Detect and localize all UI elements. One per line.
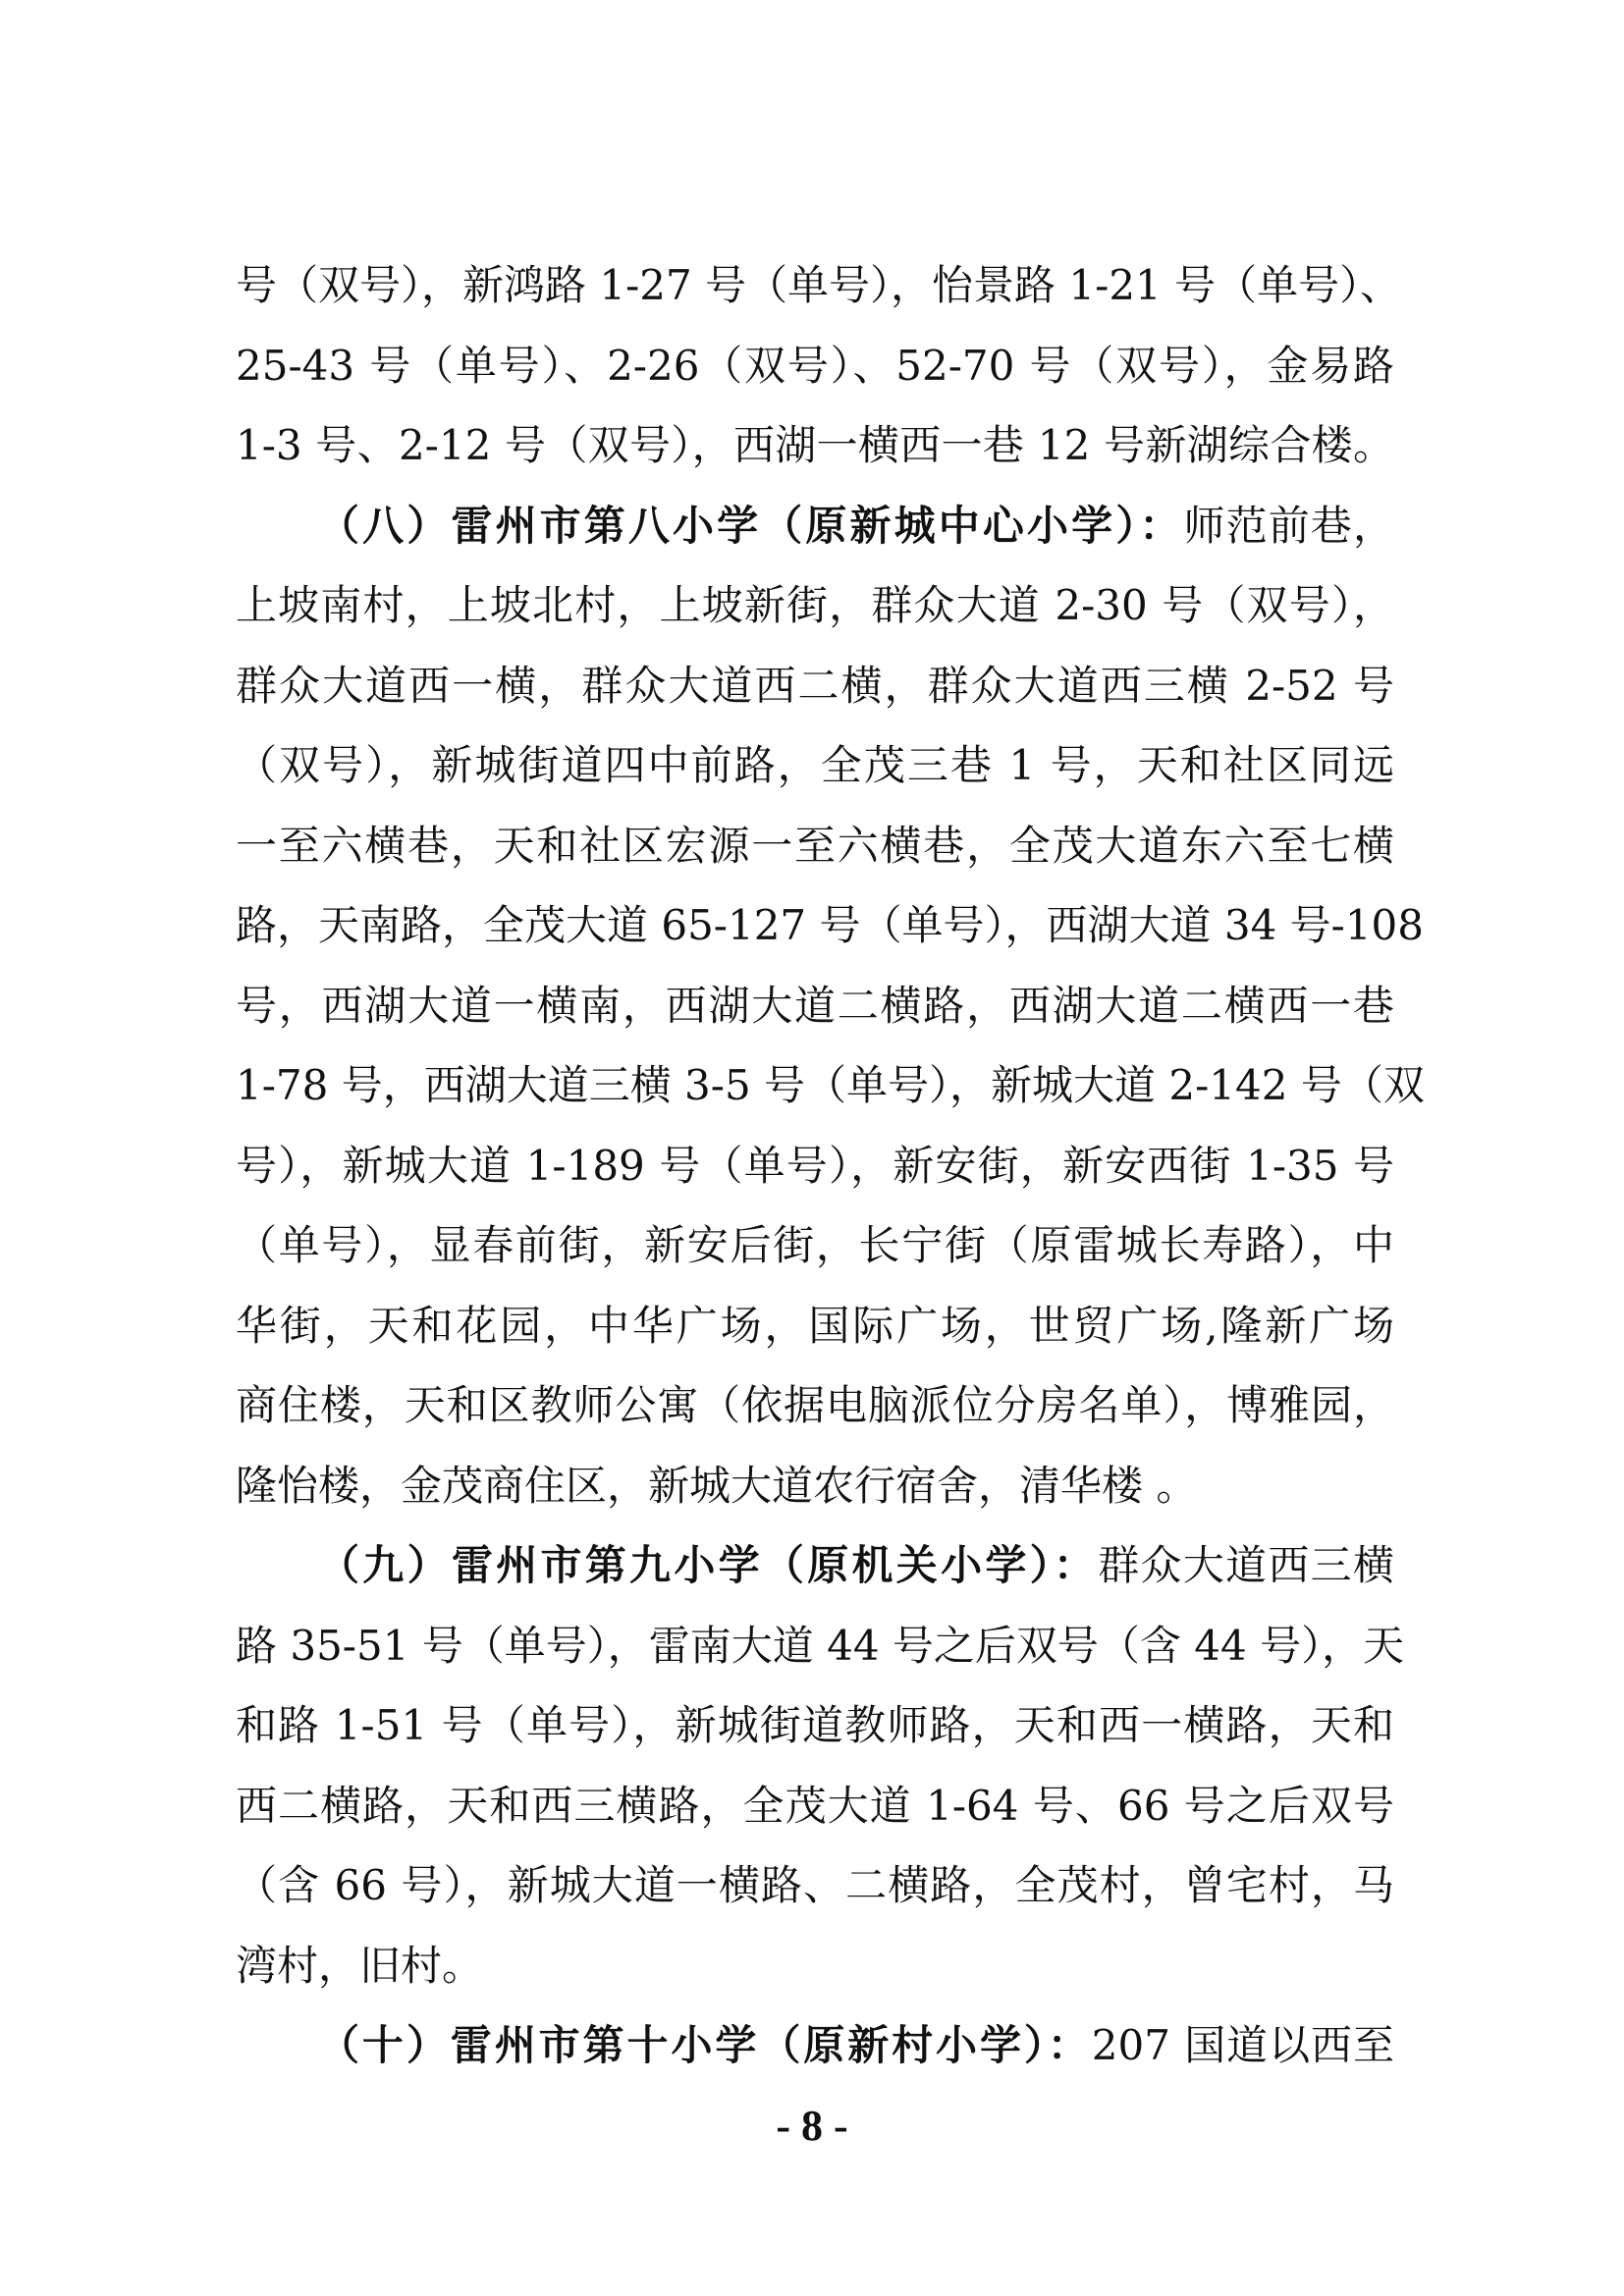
text-line <box>236 1766 1394 1846</box>
text-line <box>236 1205 1394 1286</box>
text-line <box>236 1365 1394 1446</box>
text-line <box>236 405 1394 486</box>
text-line <box>236 1045 1425 1126</box>
line-text: 群众大道西三横 <box>1098 1541 1394 1589</box>
line-text: 师范前巷， <box>1183 501 1394 550</box>
line-text: 路 35-51 号（单号），雷南大道 44 号之后双号（含 44 号），天 <box>236 1621 1405 1670</box>
line-text: 207 国道以西至 <box>1091 2021 1394 2069</box>
section-heading: （九）雷州市第九小学（原机关小学）： <box>318 1541 1099 1589</box>
line-text: 上坡南村，上坡北村，上坡新街，群众大道 2-30 号（双号）， <box>236 581 1394 629</box>
line-text: 1-78 号，西湖大道三横 3-5 号（单号），新城大道 2-142 号（双 <box>236 1061 1425 1109</box>
text-line <box>236 1685 1394 1766</box>
text-line <box>236 966 1394 1046</box>
text-line <box>236 646 1394 726</box>
text-line <box>236 725 1394 806</box>
line-text: （单号），显春前街，新安后街，长宁街（原雷城长寿路），中 <box>236 1221 1394 1269</box>
line-text: 湾村，旧村。 <box>236 1941 484 1990</box>
text-line <box>236 806 1394 886</box>
text-line <box>236 1926 1394 2006</box>
line-text: 商住楼，天和区教师公寓（依据电脑派位分房名单），博雅园， <box>236 1381 1394 1429</box>
text-line <box>236 1525 1394 1606</box>
line-text: 西二横路，天和西三横路，全茂大道 1-64 号、66 号之后双号 <box>236 1781 1394 1830</box>
text-line <box>236 1446 1394 1526</box>
line-text: （双号），新城街道四中前路，全茂三巷 1 号，天和社区同远 <box>236 741 1394 789</box>
line-text: 1-3 号、2-12 号（双号），西湖一横西一巷 12 号新湖综合楼。 <box>236 421 1394 469</box>
text-line <box>236 1286 1394 1366</box>
text-line <box>236 565 1394 646</box>
text-line <box>236 1606 1405 1686</box>
line-text: 华街，天和花园，中华广场，国际广场，世贸广场,隆新广场 <box>236 1301 1394 1350</box>
line-text: 一至六横巷，天和社区宏源一至六横巷，全茂大道东六至七横 <box>236 821 1394 870</box>
text-line <box>236 1126 1394 1206</box>
line-text: 群众大道西一横，群众大道西二横，群众大道西三横 2-52 号 <box>236 661 1394 710</box>
section-heading: （八）雷州市第八小学（原新城中心小学）： <box>318 501 1184 550</box>
line-text: 号），新城大道 1-189 号（单号），新安街，新安西街 1-35 号 <box>236 1141 1394 1190</box>
line-text: 号，西湖大道一横南，西湖大道二横路，西湖大道二横西一巷 <box>236 981 1394 1030</box>
line-text: （含 66 号），新城大道一横路、二横路，全茂村，曾宅村，马 <box>236 1861 1394 1909</box>
section-heading: （十）雷州市第十小学（原新村小学）： <box>318 2021 1092 2069</box>
text-line <box>236 2005 1394 2086</box>
page-number: - 8 - <box>776 2102 848 2150</box>
line-text: 隆怡楼，金茂商住区，新城大道农行宿舍，清华楼 。 <box>236 1461 1198 1510</box>
line-text: 路，天南路，全茂大道 65-127 号（单号），西湖大道 34 号-108 <box>236 901 1425 949</box>
text-line <box>236 245 1402 326</box>
text-line <box>236 1845 1394 1926</box>
line-text: 25-43 号（单号）、2-26（双号）、52-70 号（双号），金易路 <box>236 341 1394 390</box>
text-line <box>236 486 1394 566</box>
text-line <box>236 885 1425 966</box>
line-text: 号（双号），新鸿路 1-27 号（单号），怡景路 1-21 号（单号）、 <box>236 261 1402 309</box>
document-body <box>236 245 1425 2086</box>
line-text: 和路 1-51 号（单号），新城街道教师路，天和西一横路，天和 <box>236 1701 1394 1749</box>
text-line <box>236 326 1394 406</box>
